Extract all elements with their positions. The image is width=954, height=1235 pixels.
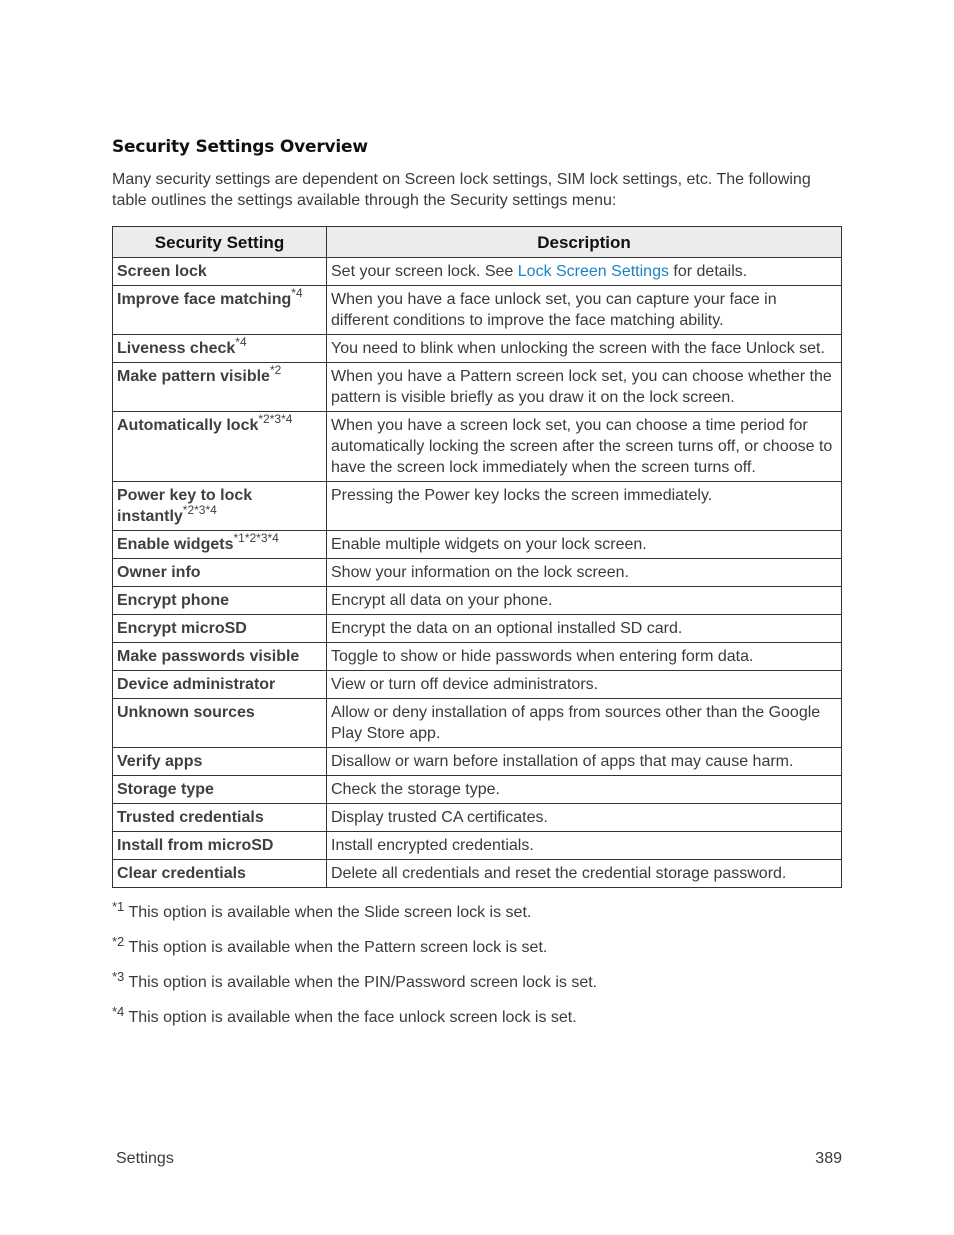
section-heading: Security Settings Overview: [112, 137, 368, 157]
table-row: [113, 671, 842, 699]
description-cell: Enable multiple widgets on your lock screen.: [327, 531, 842, 559]
table-row: [113, 804, 842, 832]
footnote-text: This option is available when the face unlock screen lock is set.: [124, 1009, 577, 1026]
setting-name-cell: [113, 804, 327, 832]
setting-name-cell: [113, 335, 327, 363]
table-row: [113, 832, 842, 860]
footnote-mark: *1*2*3*4: [233, 531, 279, 545]
table-row: [113, 699, 842, 748]
setting-name-cell: [113, 671, 327, 699]
table-header-row: [113, 227, 842, 258]
setting-name-cell: [113, 748, 327, 776]
table-row: [113, 860, 842, 888]
setting-name-cell: [113, 587, 327, 615]
description-cell: [327, 258, 842, 286]
setting-name-cell: [113, 615, 327, 643]
footnote-mark: *2*3*4: [182, 503, 217, 517]
setting-name-cell: [113, 286, 327, 335]
footnote: [112, 935, 842, 970]
table-row: [113, 286, 842, 335]
setting-name-cell: [113, 860, 327, 888]
setting-name: Improve face matching: [117, 291, 292, 308]
table-row: [113, 559, 842, 587]
table-row: [113, 412, 842, 482]
setting-name: Enable widgets: [117, 536, 234, 553]
footer-page-number: 389: [815, 1150, 842, 1167]
description-text: Set your screen lock. See: [331, 263, 518, 280]
setting-name: Make passwords visible: [117, 648, 300, 665]
footnote-text: This option is available when the PIN/Password screen lock is set.: [124, 974, 598, 991]
description-cell: Toggle to show or hide passwords when entering form data.: [327, 643, 842, 671]
table-row: [113, 776, 842, 804]
setting-name: Encrypt microSD: [117, 620, 247, 637]
setting-name: Storage type: [117, 781, 214, 798]
description-cell: When you have a screen lock set, you can choose a time period for automatically locking the screen after the screen turns off, or choose to have the screen lock immediately when the screen turns off.: [327, 412, 842, 482]
table-row: [113, 587, 842, 615]
description-cell: Encrypt the data on an optional installed SD card.: [327, 615, 842, 643]
description-cell: You need to blink when unlocking the screen with the face Unlock set.: [327, 335, 842, 363]
setting-name-cell: [113, 258, 327, 286]
footnote-mark: *4: [291, 286, 303, 300]
setting-name-cell: [113, 643, 327, 671]
setting-name: Install from microSD: [117, 837, 274, 854]
column-header-setting: Security Setting: [113, 227, 327, 258]
footnote-mark: *2*3*4: [258, 412, 293, 426]
setting-name: Trusted credentials: [117, 809, 264, 826]
setting-name: Power key to lock instantly: [117, 487, 253, 525]
footnote-mark: *3: [112, 969, 125, 984]
footnote: [112, 970, 842, 1005]
footnote-mark: *4: [235, 335, 247, 349]
setting-name-cell: [113, 776, 327, 804]
footnote-mark: *2: [112, 934, 125, 949]
setting-name: Device administrator: [117, 676, 276, 693]
table-row: [113, 363, 842, 412]
footnote: [112, 1005, 842, 1040]
table-row: [113, 643, 842, 671]
footnote-mark: *2: [269, 363, 282, 377]
description-text: for details.: [668, 263, 748, 280]
setting-name: Make pattern visible: [117, 368, 270, 385]
description-cell: Display trusted CA certificates.: [327, 804, 842, 832]
table-row: [113, 615, 842, 643]
security-settings-table: [112, 226, 842, 888]
setting-name: Unknown sources: [117, 704, 255, 721]
footnote-text: This option is available when the Pattern screen lock is set.: [124, 939, 548, 956]
setting-name: Clear credentials: [117, 865, 246, 882]
footnote-mark: *4: [112, 1004, 125, 1019]
description-cell: Check the storage type.: [327, 776, 842, 804]
column-header-description: Description: [327, 227, 842, 258]
setting-name-cell: [113, 559, 327, 587]
setting-name: Owner info: [117, 564, 201, 581]
description-cell: Pressing the Power key locks the screen immediately.: [327, 482, 842, 531]
table-row: [113, 531, 842, 559]
setting-name-cell: [113, 363, 327, 412]
table-row: [113, 482, 842, 531]
setting-name: Screen lock: [117, 263, 207, 280]
setting-name: Automatically lock: [117, 417, 259, 434]
footnotes: [112, 900, 842, 1040]
setting-name-cell: [113, 699, 327, 748]
description-cell: When you have a Pattern screen lock set, you can choose whether the pattern is visible briefly as you draw it on the lock screen.: [327, 363, 842, 412]
lock-screen-settings-link[interactable]: Lock Screen Settings: [517, 263, 669, 280]
setting-name: Liveness check: [117, 340, 236, 357]
setting-name-cell: [113, 531, 327, 559]
setting-name-cell: [113, 832, 327, 860]
footer-section-name: Settings: [116, 1150, 174, 1167]
setting-name-cell: [113, 482, 327, 531]
table-row: [113, 748, 842, 776]
setting-name-cell: [113, 412, 327, 482]
setting-name: Encrypt phone: [117, 592, 230, 609]
description-cell: Encrypt all data on your phone.: [327, 587, 842, 615]
footnote-text: This option is available when the Slide screen lock is set.: [124, 904, 532, 921]
footnote: [112, 900, 842, 935]
description-cell: Delete all credentials and reset the credential storage password.: [327, 860, 842, 888]
footnote-mark: *1: [112, 899, 125, 914]
description-cell: View or turn off device administrators.: [327, 671, 842, 699]
table-row: [113, 335, 842, 363]
table-row: [113, 258, 842, 286]
setting-name: Verify apps: [117, 753, 203, 770]
description-cell: Show your information on the lock screen.: [327, 559, 842, 587]
description-cell: Allow or deny installation of apps from sources other than the Google Play Store app.: [327, 699, 842, 748]
description-cell: Install encrypted credentials.: [327, 832, 842, 860]
description-cell: When you have a face unlock set, you can capture your face in different conditions to improve the face matching ability.: [327, 286, 842, 335]
intro-paragraph: Many security settings are dependent on Screen lock settings, SIM lock settings, etc. The following table outlines the settings available through the Security settings menu:: [112, 171, 811, 209]
description-cell: Disallow or warn before installation of apps that may cause harm.: [327, 748, 842, 776]
